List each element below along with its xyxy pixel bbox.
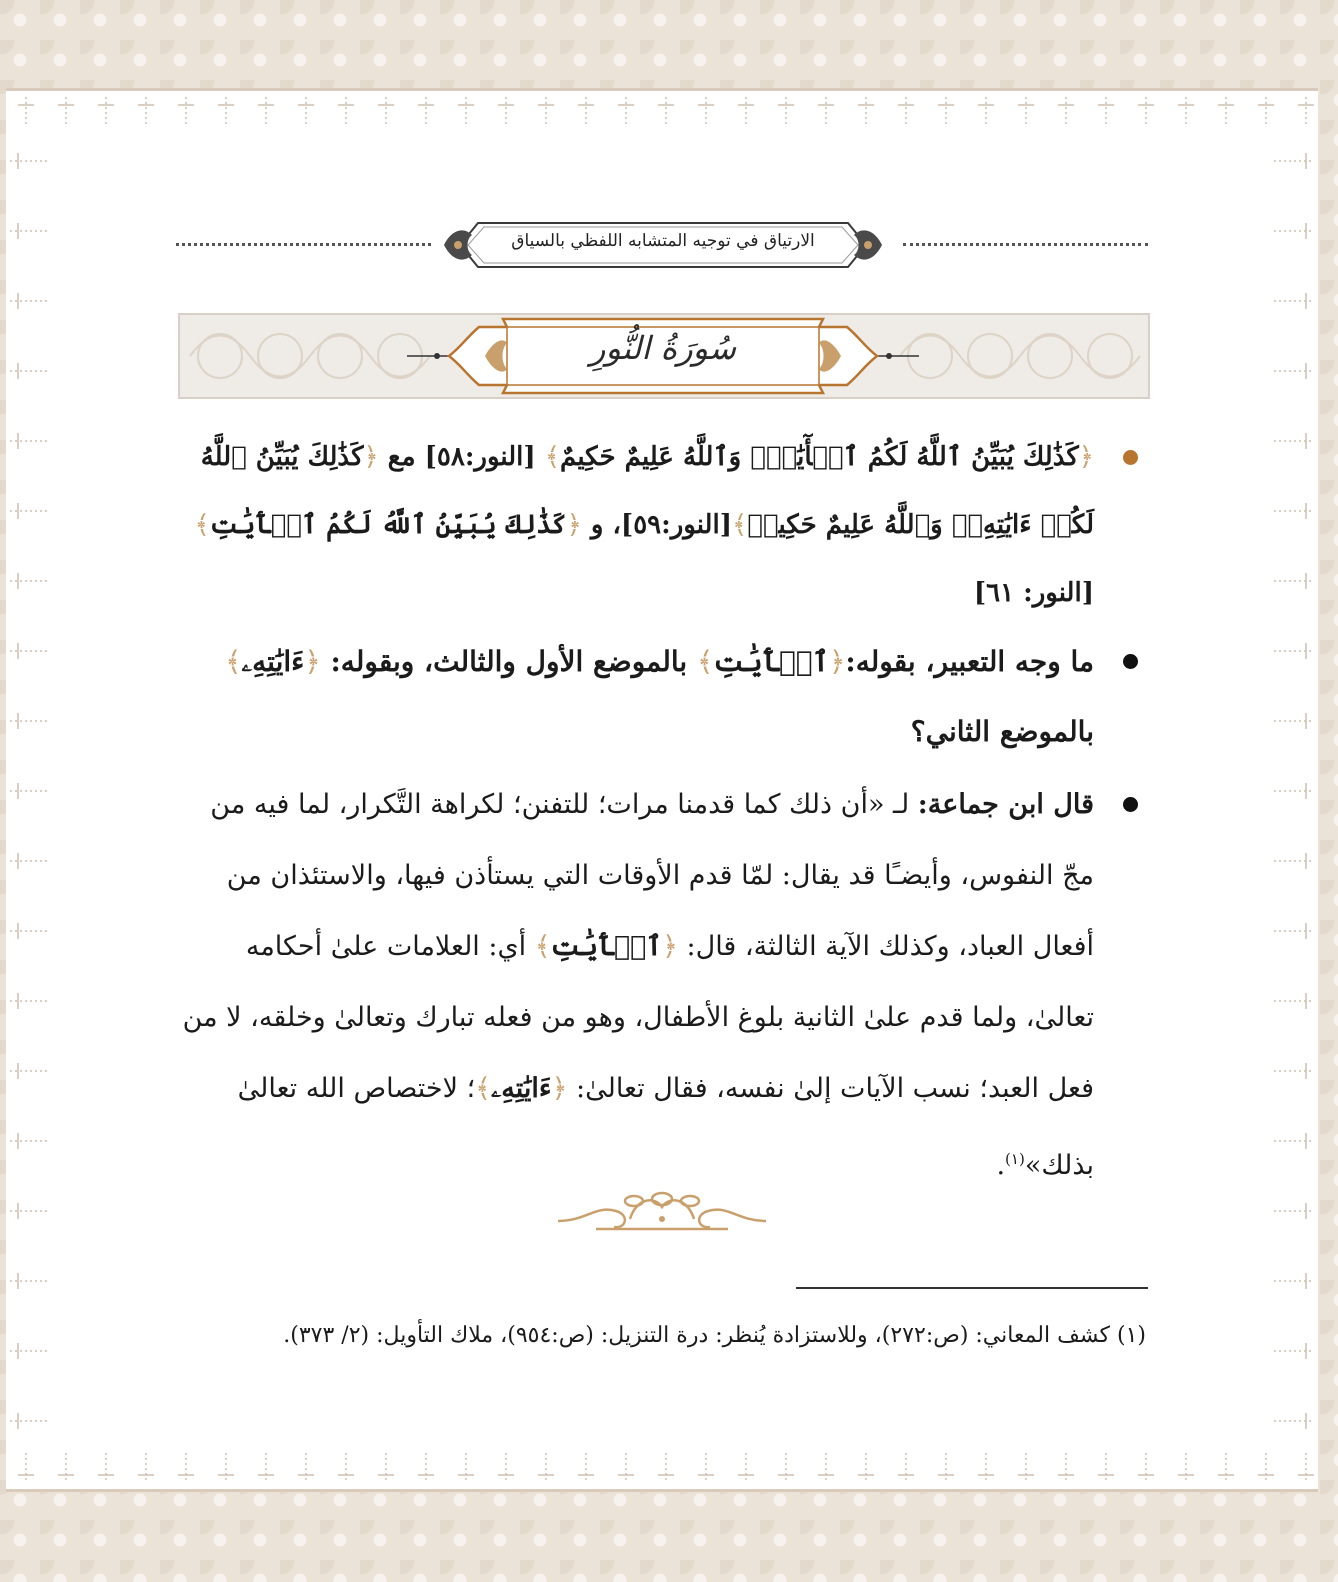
quran-word: ءَايَٰتِهِۦ xyxy=(490,1073,552,1104)
running-header-title: الارتياق في توجيه المتشابه اللفظي بالسياق xyxy=(511,231,815,251)
quran-bracket-close: ﴾ xyxy=(475,1073,491,1104)
connector-text: مع xyxy=(387,442,416,472)
quran-word: ٱلۡأٓيَٰتِ xyxy=(713,645,830,678)
quran-verse: كَذَٰلِكَ يُبَيِّنُ ٱللَّهُ لَكُمۡ ءَايَٰتِهِۦۗ وَٱللَّهُ عَلِيمٌ حَكِيمٞ xyxy=(200,442,1094,540)
footnote: (١) كشف المعاني: (ص:٢٧٢)، وللاستزادة يُنظر: درة التنزيل: (ص:٩٥٤)، ملاك التأويل: (٢/ ٣٧٣). xyxy=(283,1323,1146,1348)
quran-bracket-open: ﴿ xyxy=(363,442,379,472)
section-end-flourish xyxy=(556,1185,768,1241)
quran-word: ٱلۡأٓيَٰتِ xyxy=(550,931,663,962)
surah-title: سُورَةُ النُّورِ xyxy=(589,329,736,367)
bullet-item-answer xyxy=(178,769,1146,1201)
bullet-item-question xyxy=(178,627,1146,767)
verse-reference: [النور:٥٨] xyxy=(424,442,536,472)
quran-bracket-close: ﴾ xyxy=(225,645,242,678)
quran-bracket-open: ﴿ xyxy=(1078,442,1094,472)
question-text: بالموضع الثاني؟ xyxy=(910,715,1094,748)
quran-bracket-open: ﴿ xyxy=(662,931,678,962)
top-border-ornament xyxy=(6,91,1318,131)
quran-bracket-close: ﴾ xyxy=(544,442,561,472)
connector-text: ، و xyxy=(590,510,621,540)
answer-end: . xyxy=(996,1150,1006,1181)
bottom-border-ornament xyxy=(6,1449,1318,1489)
quran-bracket-close: ﴾ xyxy=(194,510,210,540)
page-sheet xyxy=(6,88,1318,1492)
quran-bracket-close: ﴾ xyxy=(534,931,551,962)
quran-bracket-open: ﴿ xyxy=(566,510,582,540)
quran-bracket-open: ﴿ xyxy=(304,645,321,678)
answer-attribution: قال ابن جماعة: xyxy=(917,789,1094,820)
question-text: بالموضع الأول والثالث، وبقوله: xyxy=(330,645,688,678)
question-text: ما وجه التعبير، بقوله: xyxy=(845,645,1094,678)
header-dotted-leader-left xyxy=(176,243,431,246)
quran-bracket-open: ﴿ xyxy=(829,645,846,678)
answer-text: لـ «أن ذلك كما قدمنا مرات؛ للتفنن؛ لكراهة التَّكرار، لما فيه من مجّ النفوس، وأيضـًا قد يقال: لمّا قدم الأوقات التي يستأذن فيها، والاستئذان من أفعال العباد، وكذلك الآية الثالثة، قال: xyxy=(210,789,1094,962)
running-header xyxy=(176,221,1148,267)
right-border-ornament xyxy=(1270,131,1318,1449)
answer-text: ؛ لاختصاص الله تعالىٰ بذلك» xyxy=(237,1073,1094,1181)
quran-verse: كَذَٰلِكَ يُبَيِّنُ ٱللَّهُ لَكُمُ ٱلۡأٓيَٰتِ xyxy=(209,510,567,540)
verse-reference: [النور: ٦١] xyxy=(973,578,1094,608)
left-border-ornament xyxy=(6,131,54,1449)
bullet-dot xyxy=(1123,654,1138,669)
quran-bracket-open: ﴿ xyxy=(551,1073,568,1104)
quran-verse: كَذَٰلِكَ يُبَيِّنُ ٱللَّهُ لَكُمُ ٱلۡأٓيَٰتِۗ وَٱللَّهُ عَلِيمٌ حَكِيمٌ xyxy=(560,442,1079,472)
quran-bracket-close: ﴾ xyxy=(696,645,714,678)
answer-text: أي: العلامات علىٰ أحكامه تعالىٰ، ولما قدم علىٰ الثانية بلوغ الأطفال، وهو من فعله تبارك وتعالىٰ وخلقه، لا من فعل العبد؛ نسب الآيات إلىٰ نفسه، فقال تعالىٰ: xyxy=(182,931,1094,1104)
main-content xyxy=(178,423,1146,1201)
bullet-dot-accent xyxy=(1123,450,1138,465)
quran-word: ءَايَٰتِهِۦ xyxy=(241,645,305,678)
bullet-dot xyxy=(1123,797,1138,812)
footnote-separator xyxy=(796,1287,1148,1289)
bullet-item-verses xyxy=(178,423,1146,627)
quran-bracket-close: ﴾ xyxy=(732,510,748,540)
surah-banner xyxy=(178,313,1150,399)
header-dotted-leader-right xyxy=(903,243,1148,246)
footnote-ref[interactable]: (١) xyxy=(1005,1150,1025,1168)
verse-reference: [النور:٥٩] xyxy=(620,510,733,540)
